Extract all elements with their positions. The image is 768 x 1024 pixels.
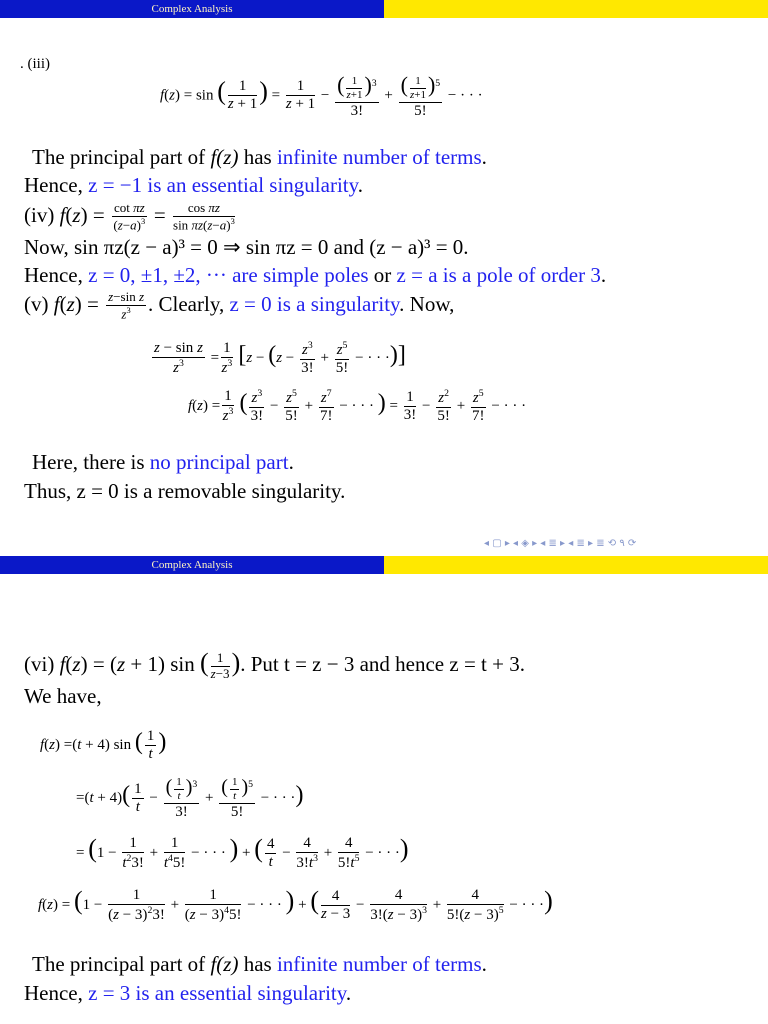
equation-v-2: f(z) = $\frac{1}{z^3}$ ( $\frac{z^3}{3!}$ − $\frac{z^5}{5!}$ + $\frac{z^7}{7!}$ − · · · ) = $\frac{1}{3!}$ − $\frac{z^2}{5!}$ + $\frac{z^5}{7!}$ − · · ·: [188, 388, 527, 425]
text: .: [288, 450, 294, 474]
header-title: Complex Analysis: [0, 556, 384, 574]
slide-2: [0, 556, 768, 1024]
highlight-text: z = 0 is a singularity: [229, 291, 400, 316]
text: Hence,: [24, 263, 89, 287]
text: or: [368, 263, 397, 287]
text: Hence,: [24, 981, 89, 1005]
header-accent: [384, 556, 768, 574]
text: has: [238, 952, 277, 976]
text: Hence,: [24, 173, 89, 197]
text: .: [600, 263, 607, 287]
text: Here, there is: [32, 450, 150, 474]
slide-header: [0, 0, 768, 18]
slide-header: [0, 556, 768, 574]
item-iii-label: . (iii): [20, 56, 50, 72]
item-v-label: (v): [24, 291, 54, 316]
highlight-text: infinite number of terms: [276, 952, 482, 976]
equation-vi-3: = (1 − $\frac{1}{t^23!}$ + $\frac{1}{t^45!}$ − · · · ) + ( $\frac{4}{t}$ − $\frac{4}{3!t^3}$ + $\frac{4}{5!t^5}$ − · · ·): [76, 834, 409, 872]
text: . Put t = z − 3 and hence z = t + 3.: [240, 652, 525, 676]
text: has: [238, 145, 277, 169]
equation-vi-2: =(t + 4)( $\frac{1}{t}$ − ( $\frac{1}{t}$ )$^3$ 3! + ( $\frac{1}{t}$ )$^5$ 5! − · · ·): [76, 776, 304, 820]
no-principal-part-line: [32, 450, 294, 475]
removable-line: Thus, z = 0 is a removable singularity.: [24, 479, 346, 503]
item-vi-label: (vi): [24, 652, 60, 676]
hence-poles: [24, 263, 606, 288]
hence-essential-1: [24, 173, 363, 198]
text: The principal part of: [32, 145, 211, 169]
equation-v-1: $\frac{\text{z − sin z}}{z^3}$ = $\frac{1}{z^3}$ [z − (z − $\frac{z^3}{3!}$ + $\frac{z^5}{5!}$ − · · ·)]: [154, 340, 406, 377]
highlight-text: infinite number of terms: [276, 145, 482, 169]
highlight-text: z = −1 is an essential singularity: [88, 173, 358, 197]
principal-part-line-1: [32, 145, 487, 170]
highlight-text: no principal part: [149, 450, 289, 474]
header-accent: [384, 0, 768, 18]
text: .: [345, 981, 352, 1005]
beamer-navigation-bar[interactable]: ◂ ▢ ▸ ◂ ◈ ▸ ◂ ≣ ▸ ◂ ≣ ▸ ≣ ⟲ ۹ ⟳: [484, 538, 637, 549]
item-v: (v) f(z) = $\frac{\text{z−sin z}}{z^3}$ . Clearly, z = 0 is a singularity. Now,: [24, 289, 455, 322]
highlight-text: z = 0, ±1, ±2, ··· are simple poles: [88, 263, 369, 287]
item-iv-label: (iv): [24, 202, 60, 227]
item-vi: (vi) f(z) = (z + 1) sin ( $\frac{1}{z-3}$ ). Put t = z − 3 and hence z = t + 3.: [24, 648, 525, 681]
text: The principal part of: [32, 952, 211, 976]
text: . Now,: [399, 291, 455, 316]
principal-part-line-2: [32, 952, 487, 977]
we-have-line: We have,: [24, 684, 102, 708]
highlight-text: z = a is a pole of order 3: [396, 263, 601, 287]
text: .: [357, 173, 363, 197]
equation-vi-1: f(z) =(t + 4) sin ( $\frac{1}{t}$ ): [40, 728, 167, 763]
text: . Clearly,: [148, 291, 230, 316]
equation-iii: f(z) = sin ( $\frac{1}{z + 1}$ ) = $\frac{1}{z + 1}$ − ( $\frac{1}{z+1}$ )$^3$ 3! + ( $\frac{1}{z+1}$ )$^5$ 5! − · · ·: [160, 72, 483, 119]
text: .: [481, 952, 487, 976]
hence-essential-2: [24, 981, 351, 1006]
math-fz: f(z): [210, 952, 239, 976]
now-line: Now, sin πz(z − a)³ = 0 ⇒ sin πz = 0 and (z − a)³ = 0.: [24, 235, 469, 259]
text: .: [481, 145, 487, 169]
math-fz: f(z): [210, 145, 239, 169]
equation-vi-4: f(z) = (1 − $\frac{1}{(z - 3)^23!}$ + $\frac{1}{(z - 3)^45!}$ − · · · ) + ( $\frac{4}{z - 3}$ − $\frac{4}{3!(z - 3)^3}$ + $\frac{4}{5!(z - 3)^5}$ − · · ·): [38, 886, 553, 924]
item-iv: (iv) f(z) = $\frac{\text{cot πz}}{(z-a)^3}$ = $\frac{\text{cos πz}}{\sin \pi z(z-a)^3}$: [24, 200, 235, 233]
header-title: Complex Analysis: [0, 0, 384, 18]
highlight-text: z = 3 is an essential singularity: [88, 981, 346, 1005]
